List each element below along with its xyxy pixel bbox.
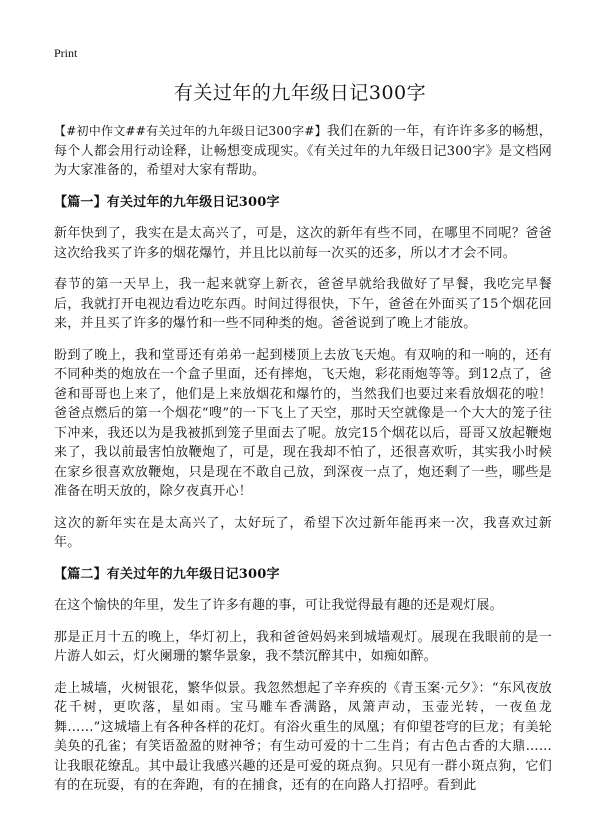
intro-paragraph bbox=[54, 122, 552, 181]
print-link[interactable]: Print bbox=[54, 46, 78, 60]
intro-text: 我们在新的一年，有许许多多的畅想，每个人都会用行动诠释，让畅想变成现实。《有关过年的九年级日记300字》是文档网为大家准备的，希望对大家有帮助。 bbox=[54, 124, 552, 178]
paragraph: 那是正月十五的晚上，华灯初上，我和爸爸妈妈来到城墙观灯。展现在我眼前的是一片游人如云，灯火阑珊的繁华景象，我不禁沉醉其中，如痴如醉。 bbox=[54, 629, 552, 664]
paragraph: 新年快到了，我实在是太高兴了，可是，这次的新年有些不同，在哪里不同呢？爸爸这次给我买了许多的烟花爆竹，并且比以前每一次买的还多，所以才才会不同。 bbox=[54, 226, 552, 261]
paragraph: 这次的新年实在是太高兴了，太好玩了，希望下次过新年能再来一次，我喜欢过新年。 bbox=[54, 515, 552, 550]
paragraph: 走上城墙，火树银花，繁华似景。我忽然想起了辛弃疾的《青玉案·元夕》：“东风夜放花千树，更吹落，星如雨。宝马雕车香满路，凤箫声动，玉壶光转，一夜鱼龙舞……”这城墙上有各种各样的花灯。有浴火重生的凤凰；有仰望苍穹的巨龙；有美轮美奂的孔雀；有笑语盈盈的财神爷；有生动可爱的十二生肖；有古色古香的大鼎……让我眼花缭乱。其中最让我感兴趣的还是可爱的斑点狗。只见有一群小斑点狗，它们有的在玩耍，有的在奔跑，有的在捕食，还有的在向路人打招呼。看到此 bbox=[54, 680, 552, 793]
intro-tags: 【#初中作文##有关过年的九年级日记300字#】 bbox=[54, 124, 327, 138]
paragraph: 盼到了晚上，我和堂哥还有弟弟一起到楼顶上去放飞天炮。有双响的和一响的，还有不同种类的炮放在一个盒子里面，还有摔炮，飞天炮，彩花雨炮等等。到12点了，爸爸和哥哥也上来了，他们是上来放烟花和爆竹的，当然我们也要过来看放烟花的啦！爸爸点燃后的第一个烟花“嗖”的一下飞上了天空，那时天空就像是一个大大的笼子往下冲来，我还以为是我被抓到笼子里面去了呢。放完15个烟花以后，哥哥又放起鞭炮来了，我以前最害怕放鞭炮了，可是，现在我却不怕了，还很喜欢听，其实我小时候在家乡很喜欢放鞭炮，只是现在不敢自己放，到深夜一点了，炮还剩了一些，哪些是准备在明天放的，除夕夜真开心！ bbox=[54, 347, 552, 499]
section-heading-1: 【篇一】有关过年的九年级日记300字 bbox=[54, 194, 280, 210]
section-heading-2: 【篇二】有关过年的九年级日记300字 bbox=[54, 566, 280, 582]
page-title: 有关过年的九年级日记300字 bbox=[173, 82, 427, 104]
paragraph: 春节的第一天早上，我一起来就穿上新衣，爸爸早就给我做好了早餐，我吃完早餐后，我就打开电视边看边吃东西。时间过得很快，下午，爸爸在外面买了15个烟花回来，并且买了许多的爆竹和一些不同种类的炮。爸爸说到了晚上才能放。 bbox=[54, 277, 552, 331]
paragraph: 在这个愉快的年里，发生了许多有趣的事，可让我觉得最有趣的还是观灯展。 bbox=[54, 598, 503, 613]
article-body bbox=[54, 122, 552, 808]
